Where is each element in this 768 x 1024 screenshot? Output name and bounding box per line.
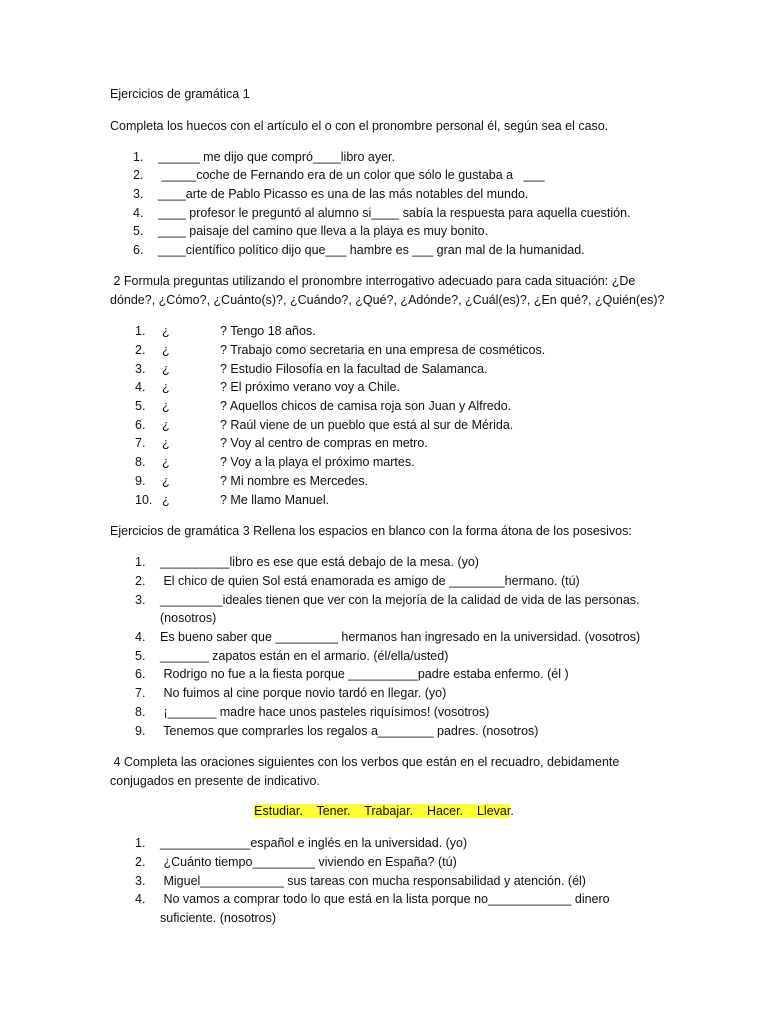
list-item-number: 5. [133, 224, 144, 238]
list-item-number: 9. [135, 474, 146, 488]
answer-text: ? Estudio Filosofía en la facultad de Salamanca. [220, 362, 488, 376]
list-item: _____________español e inglés en la universidad. (yo) [160, 836, 468, 850]
list-item: ____ paisaje del camino que lleva a la playa es muy bonito. [158, 224, 489, 238]
question-mark-open: ¿ [162, 343, 170, 357]
list-item-number: 10. [135, 493, 153, 507]
list-item: _______ zapatos están en el armario. (él/ella/usted) [160, 649, 449, 663]
list-item-continuation: suficiente. (nosotros) [160, 911, 277, 925]
question-mark-open: ¿ [162, 455, 170, 469]
question-mark-open: ¿ [162, 362, 170, 376]
list-item-number: 2. [135, 343, 146, 357]
question-mark-open: ¿ [162, 399, 170, 413]
list-item-continuation: (nosotros) [160, 611, 217, 625]
list-item: _____coche de Fernando era de un color que sólo le gustaba a ___ [158, 168, 545, 182]
instruction-4-line-1: 4 Completa las oraciones siguientes con los verbos que están en el recuadro, debidamente [110, 755, 620, 769]
list-item-number: 4. [133, 206, 144, 220]
list-item-number: 5. [135, 399, 146, 413]
answer-text: ? Trabajo como secretaria en una empresa de cosméticos. [220, 343, 546, 357]
list-item: El chico de quien Sol está enamorada es amigo de ________hermano. (tú) [160, 574, 580, 588]
question-mark-open: ¿ [162, 418, 170, 432]
list-item-number: 1. [135, 555, 146, 569]
list-item: ____arte de Pablo Picasso es una de las más notables del mundo. [158, 187, 529, 201]
instruction-2-line-1: 2 Formula preguntas utilizando el pronombre interrogativo adecuado para cada situación: ¿De [110, 274, 636, 288]
list-item: ____ profesor le preguntó al alumno si____ sabía la respuesta para aquella cuestión. [158, 206, 631, 220]
list-item: No vamos a comprar todo lo que está en la lista porque no____________ dinero [160, 892, 610, 906]
list-item: Rodrigo no fue a la fiesta porque __________padre estaba enfermo. (él ) [160, 667, 569, 681]
instruction-2-line-2: dónde?, ¿Cómo?, ¿Cuánto(s)?, ¿Cuándo?, ¿Qué?, ¿Adónde?, ¿Cuál(es)?, ¿En qué?, ¿Quién(es)? [110, 293, 665, 307]
verb-list-period: . [510, 804, 514, 818]
answer-text: ? Voy al centro de compras en metro. [220, 436, 428, 450]
list-item-number: 1. [135, 324, 146, 338]
list-item: Miguel____________ sus tareas con mucha responsabilidad y atención. (él) [160, 874, 586, 888]
question-mark-open: ¿ [162, 474, 170, 488]
answer-text: ? Raúl viene de un pueblo que está al sur de Mérida. [220, 418, 514, 432]
question-mark-open: ¿ [162, 324, 170, 338]
list-item-number: 1. [133, 150, 144, 164]
list-item-number: 3. [135, 874, 146, 888]
list-item: ¡_______ madre hace unos pasteles riquísimos! (vosotros) [160, 705, 490, 719]
list-item-number: 8. [135, 455, 146, 469]
list-item: Es bueno saber que _________ hermanos han ingresado en la universidad. (vosotros) [160, 630, 641, 644]
instruction-4-line-2: conjugados en presente de indicativo. [110, 774, 320, 788]
question-mark-open: ¿ [162, 493, 170, 507]
list-item-number: 6. [135, 418, 146, 432]
list-item-number: 1. [135, 836, 146, 850]
answer-text: ? Mi nombre es Mercedes. [220, 474, 368, 488]
list-item-number: 9. [135, 724, 146, 738]
list-item: ____científico político dijo que___ hambre es ___ gran mal de la humanidad. [158, 243, 585, 257]
list-item-number: 3. [135, 593, 146, 607]
answer-text: ? Me llamo Manuel. [220, 493, 330, 507]
answer-text: ? El próximo verano voy a Chile. [220, 380, 400, 394]
list-item-number: 6. [133, 243, 144, 257]
instruction-3: Ejercicios de gramática 3 Rellena los espacios en blanco con la forma átona de los posesivos: [110, 524, 632, 538]
question-mark-open: ¿ [162, 380, 170, 394]
list-item-number: 2. [133, 168, 144, 182]
answer-text: ? Aquellos chicos de camisa roja son Juan y Alfredo. [220, 399, 512, 413]
list-item-number: 4. [135, 892, 146, 906]
answer-text: ? Voy a la playa el próximo martes. [220, 455, 415, 469]
list-item-number: 2. [135, 855, 146, 869]
list-item-number: 3. [135, 362, 146, 376]
verb-list-highlight: Estudiar. Tener. Trabajar. Hacer. Llevar [254, 804, 511, 818]
list-item: __________libro es ese que está debajo de la mesa. (yo) [160, 555, 479, 569]
list-item-number: 7. [135, 686, 146, 700]
list-item: No fuimos al cine porque novio tardó en llegar. (yo) [160, 686, 447, 700]
heading-ejercicios-1: Ejercicios de gramática 1 [110, 87, 250, 101]
list-item: ¿Cuánto tiempo_________ viviendo en España? (tú) [160, 855, 457, 869]
list-item-number: 4. [135, 380, 146, 394]
list-item-number: 3. [133, 187, 144, 201]
list-item-number: 8. [135, 705, 146, 719]
list-item: Tenemos que comprarles los regalos a________ padres. (nosotros) [160, 724, 539, 738]
list-item-number: 2. [135, 574, 146, 588]
list-item-number: 5. [135, 649, 146, 663]
list-item: ______ me dijo que compró____libro ayer. [158, 150, 395, 164]
list-item-number: 7. [135, 436, 146, 450]
list-item-number: 4. [135, 630, 146, 644]
answer-text: ? Tengo 18 años. [220, 324, 316, 338]
list-item-number: 6. [135, 667, 146, 681]
list-item: _________ideales tienen que ver con la mejoría de la calidad de vida de las personas. [160, 593, 640, 607]
instruction-1: Completa los huecos con el artículo el o con el pronombre personal él, según sea el caso. [110, 119, 609, 133]
verb-box [0, 803, 768, 819]
question-mark-open: ¿ [162, 436, 170, 450]
